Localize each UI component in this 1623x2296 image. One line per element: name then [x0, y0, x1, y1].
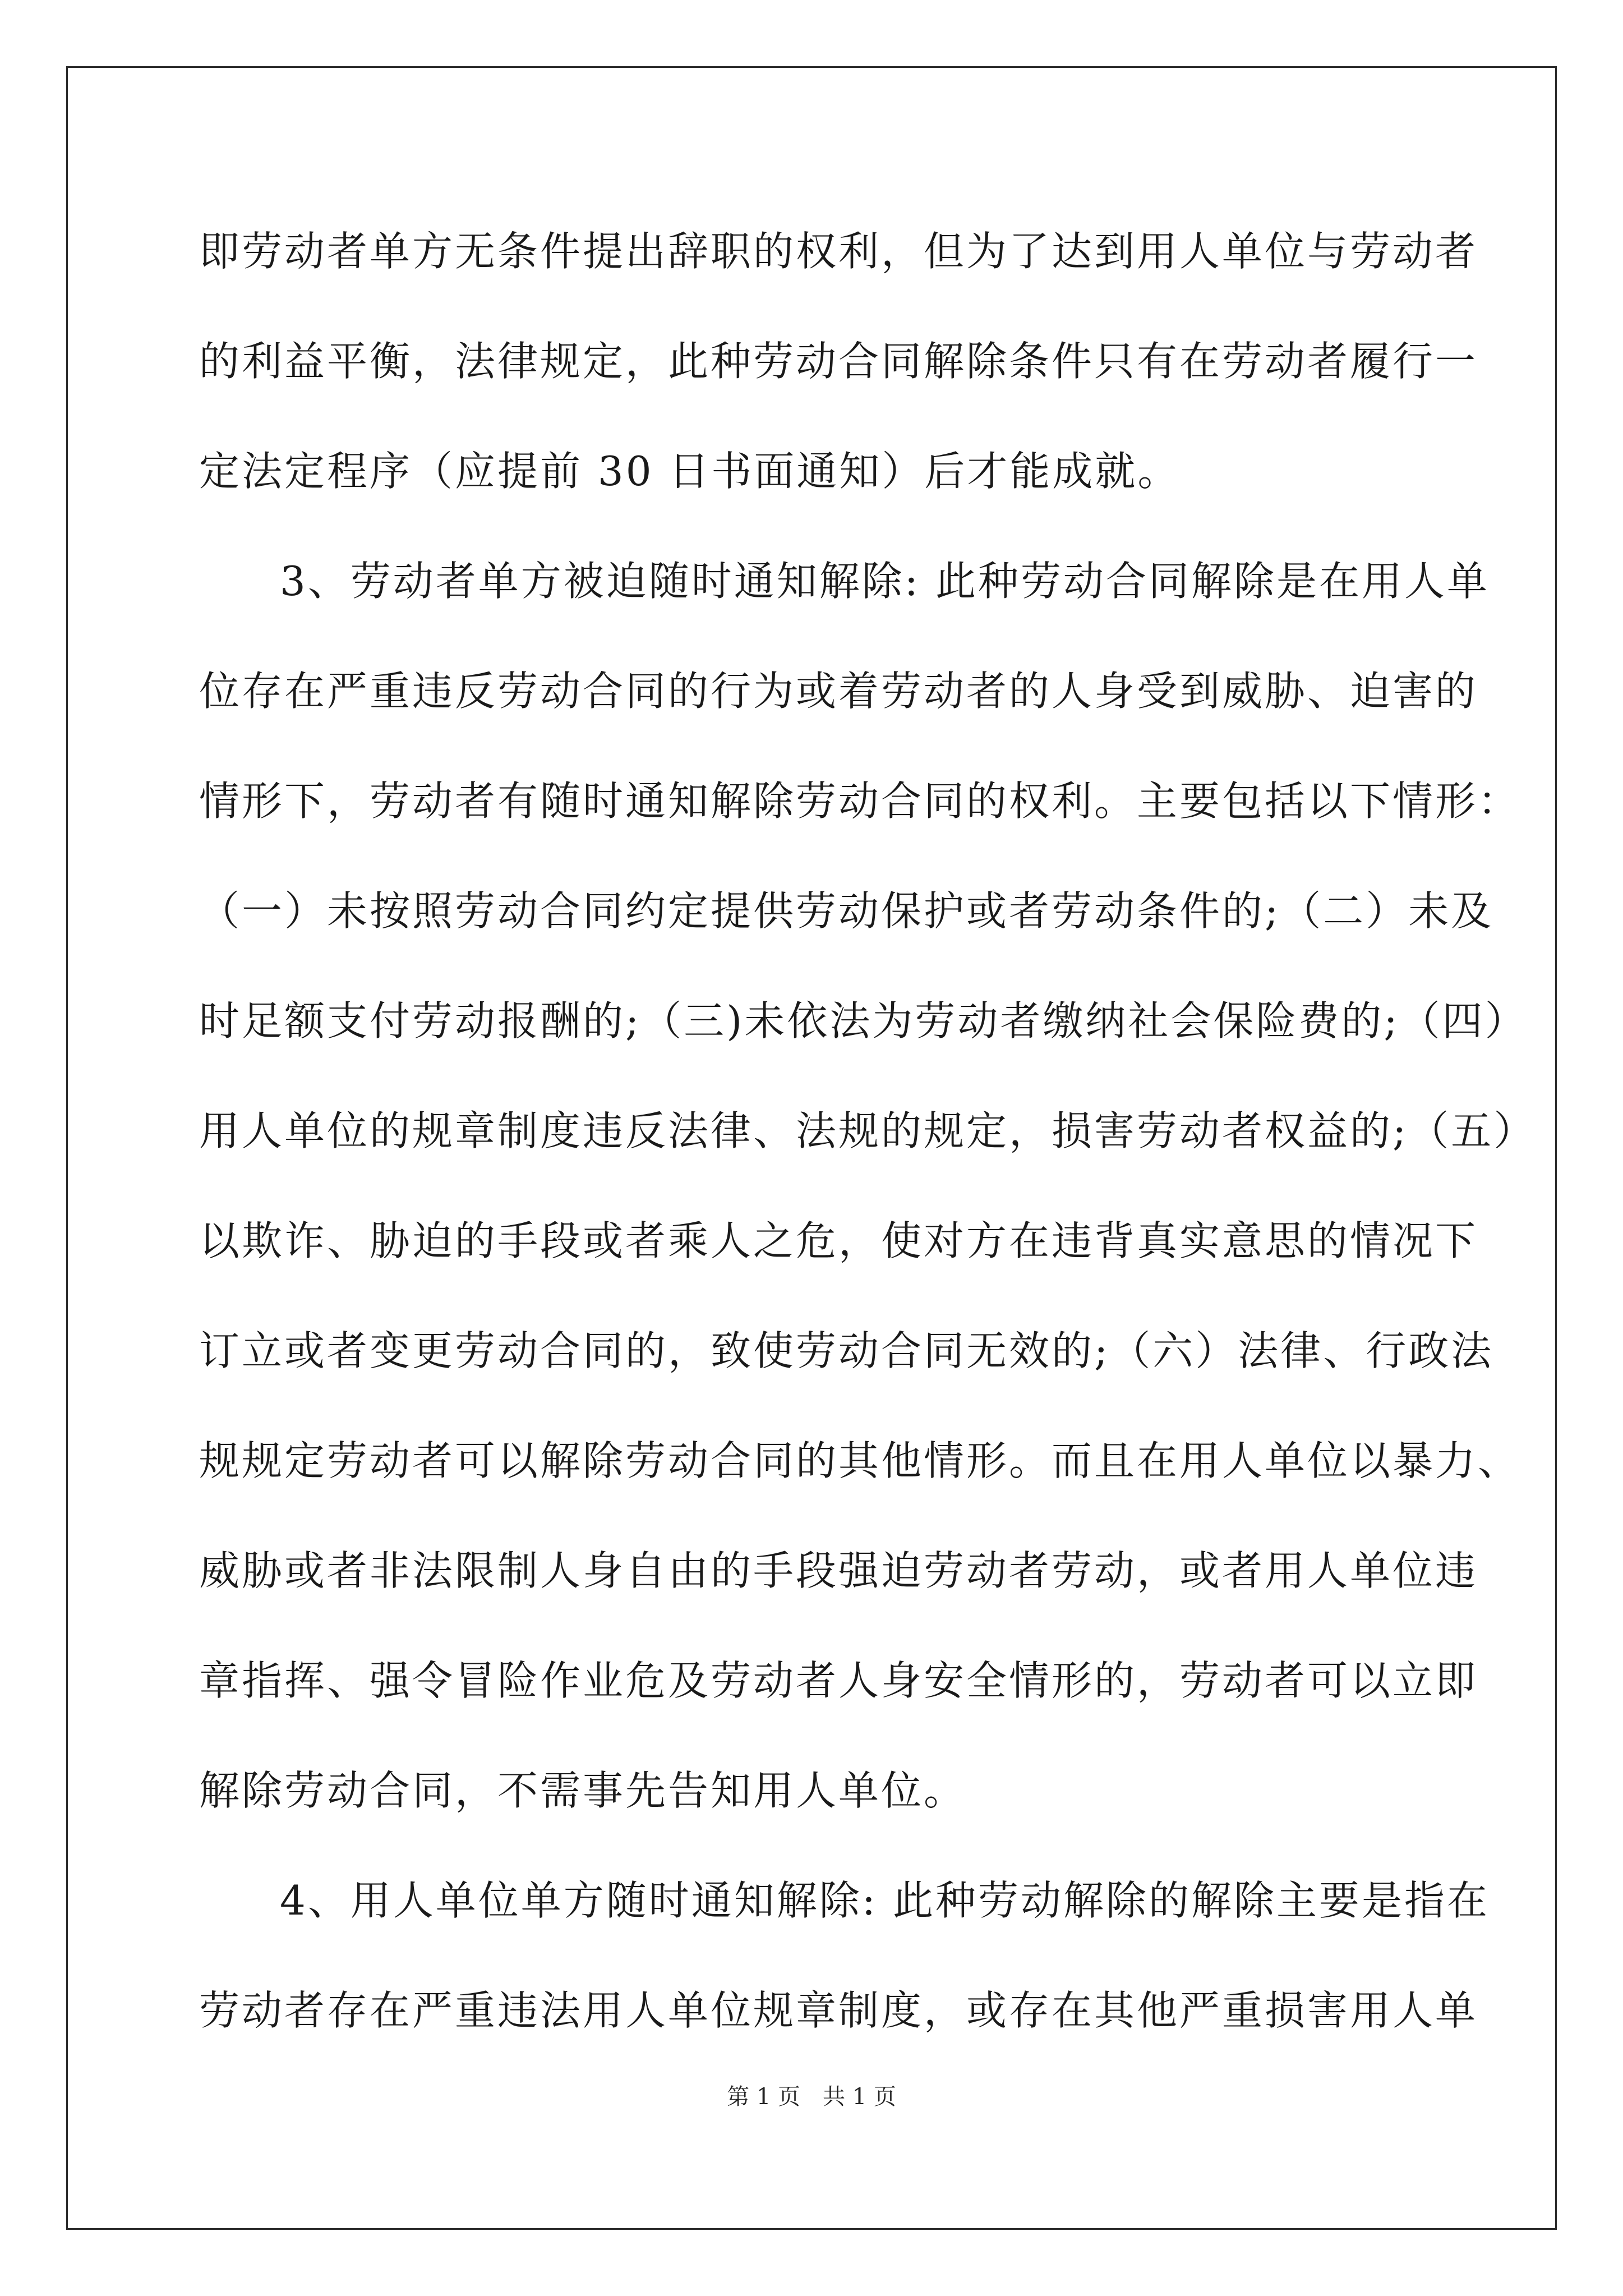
document-body — [199, 196, 1537, 2065]
text-line: 章指挥、强令冒险作业危及劳动者人身安全情形的，劳动者可以立即 — [199, 1657, 1478, 1704]
text-line: 即劳动者单方无条件提出辞职的权利，但为了达到用人单位与劳动者 — [199, 228, 1478, 275]
paragraph-start-line: 4、用人单位单方随时通知解除: 此种劳动解除的解除主要是指在 — [280, 1877, 1490, 1924]
text-line: 的利益平衡，法律规定，此种劳动合同解除条件只有在劳动者履行一 — [199, 338, 1478, 385]
text-line: 情形下，劳动者有随时通知解除劳动合同的权利。主要包括以下情形： — [199, 777, 1521, 825]
text-line: 解除劳动合同，不需事先告知用人单位。 — [199, 1767, 967, 1814]
text-line: 规规定劳动者可以解除劳动合同的其他情形。而且在用人单位以暴力、 — [199, 1437, 1521, 1484]
page-number: 第 1 页 — [727, 2084, 800, 2110]
page-total: 共 1 页 — [823, 2084, 896, 2110]
text-line: 威胁或者非法限制人身自由的手段强迫劳动者劳动，或者用人单位违 — [199, 1547, 1478, 1594]
text-line: 订立或者变更劳动合同的，致使劳动合同无效的;（六）法律、行政法 — [199, 1327, 1494, 1374]
paragraph-start-line: 3、劳动者单方被迫随时通知解除: 此种劳动合同解除是在用人单 — [280, 558, 1490, 605]
text-line: 时足额支付劳动报酬的;（三)未依法为劳动者缴纳社会保险费的;（四） — [199, 997, 1528, 1045]
text-line: 劳动者存在严重违法用人单位规章制度，或存在其他严重损害用人单 — [199, 1987, 1478, 2034]
text-line: 位存在严重违反劳动合同的行为或着劳动者的人身受到威胁、迫害的 — [199, 668, 1478, 715]
text-line: （一）未按照劳动合同约定提供劳动保护或者劳动条件的;（二）未及 — [199, 887, 1494, 935]
text-line: 以欺诈、胁迫的手段或者乘人之危，使对方在违背真实意思的情况下 — [199, 1217, 1478, 1264]
text-line: 定法定程序（应提前 30 日书面通知）后才能成就。 — [199, 448, 1181, 495]
text-line: 用人单位的规章制度违反法律、法规的规定，损害劳动者权益的;（五） — [199, 1107, 1537, 1154]
page-footer — [0, 2079, 1623, 2111]
